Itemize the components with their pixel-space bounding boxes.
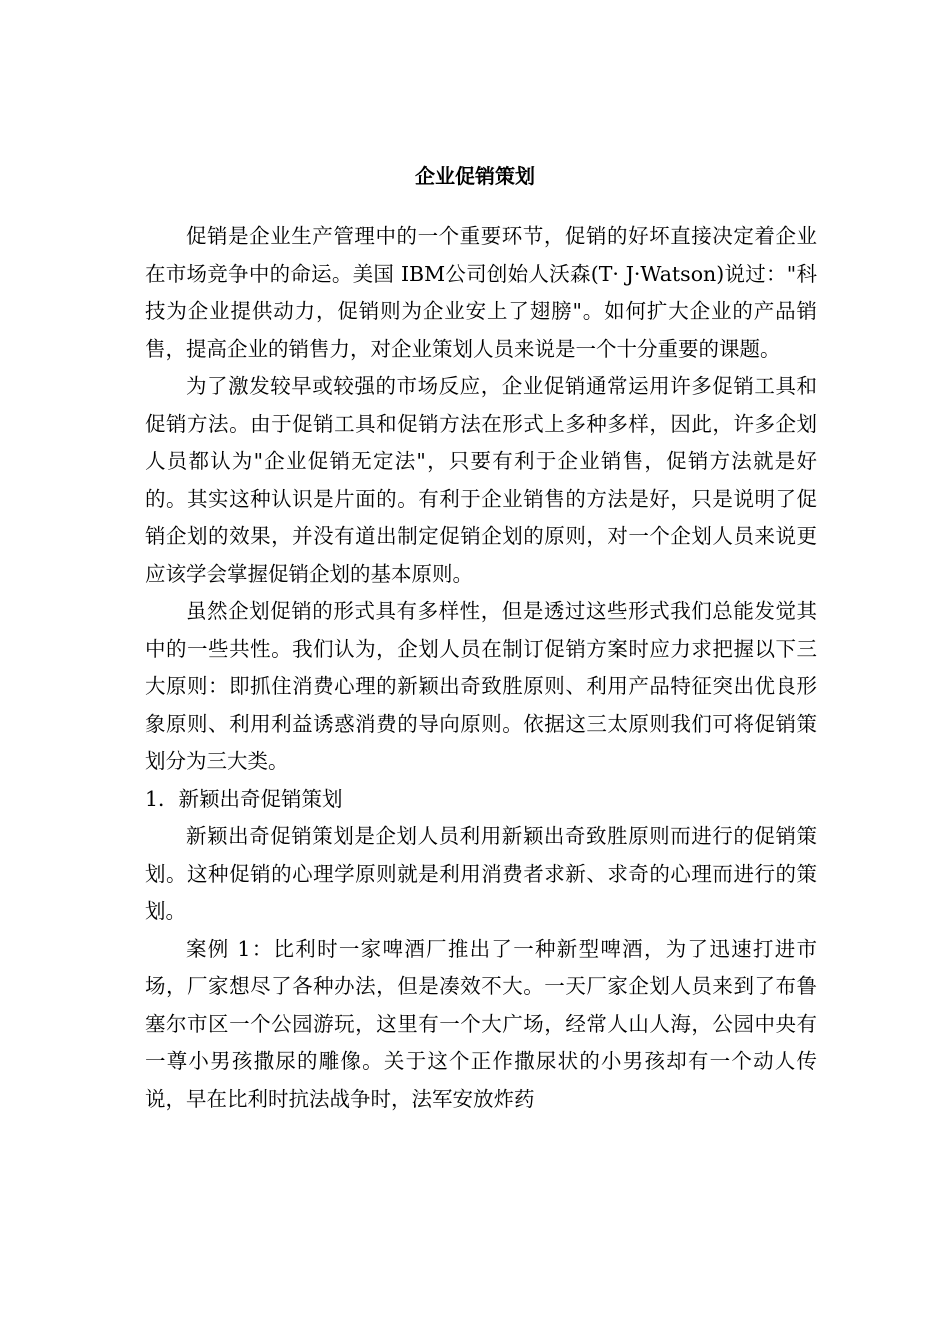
paragraph-section-intro: 新颖出奇促销策划是企划人员利用新颖出奇致胜原则而进行的促销策划。这种促销的心理学原则就是利用消费者求新、求奇的心理而进行的策划。: [145, 824, 817, 923]
paragraph-principles: 虽然企划促销的形式具有多样性，但是透过这些形式我们总能发觉其中的一些共性。我们认为，企划人员在制订促销方案时应力求把握以下三大原则：即抓住消费心理的新颖出奇致胜原则、利用产品特征突出优良形象原则、利用利益诱惑消费的导向原则。依据这三太原则我们可将促销策划分为三大类。: [145, 599, 817, 773]
paragraph-methods: 为了激发较早或较强的市场反应，企业促销通常运用许多促销工具和促销方法。由于促销工具和促销方法在形式上多种多样，因此，许多企划人员都认为"企业促销无定法"，只要有利于企业销售，促销方法就是好的。其实这种认识是片面的。有利于企业销售的方法是好，只是说明了促销企划的效果，并没有道出制定促销企划的原则，对一个企划人员来说更应该学会掌握促销企划的基本原则。: [145, 374, 817, 586]
document-title: 企业促销策划: [415, 164, 535, 188]
document-body: [145, 218, 817, 1118]
paragraph-intro: 促销是企业生产管理中的一个重要环节，促销的好坏直接决定着企业在市场竞争中的命运。美国 IBM公司创始人沃森(T· J·Watson)说过："科技为企业提供动力，促销则为企业安上了翅膀"。如何扩大企业的产品销售，提高企业的销售力，对企业策划人员来说是一个十分重要的课题。: [145, 224, 817, 361]
paragraph-case-1: 案例 1：比利时一家啤酒厂推出了一种新型啤酒，为了迅速打进市场，厂家想尽了各种办法，但是凑效不大。一天厂家企划人员来到了布鲁塞尔市区一个公园游玩，这里有一个大广场，经常人山人海，公园中央有一尊小男孩撒尿的雕像。关于这个正作撒尿状的小男孩却有一个动人传说，早在比利时抗法战争时，法军安放炸药: [145, 936, 817, 1111]
section-heading: 1．新颖出奇促销策划: [145, 786, 343, 811]
